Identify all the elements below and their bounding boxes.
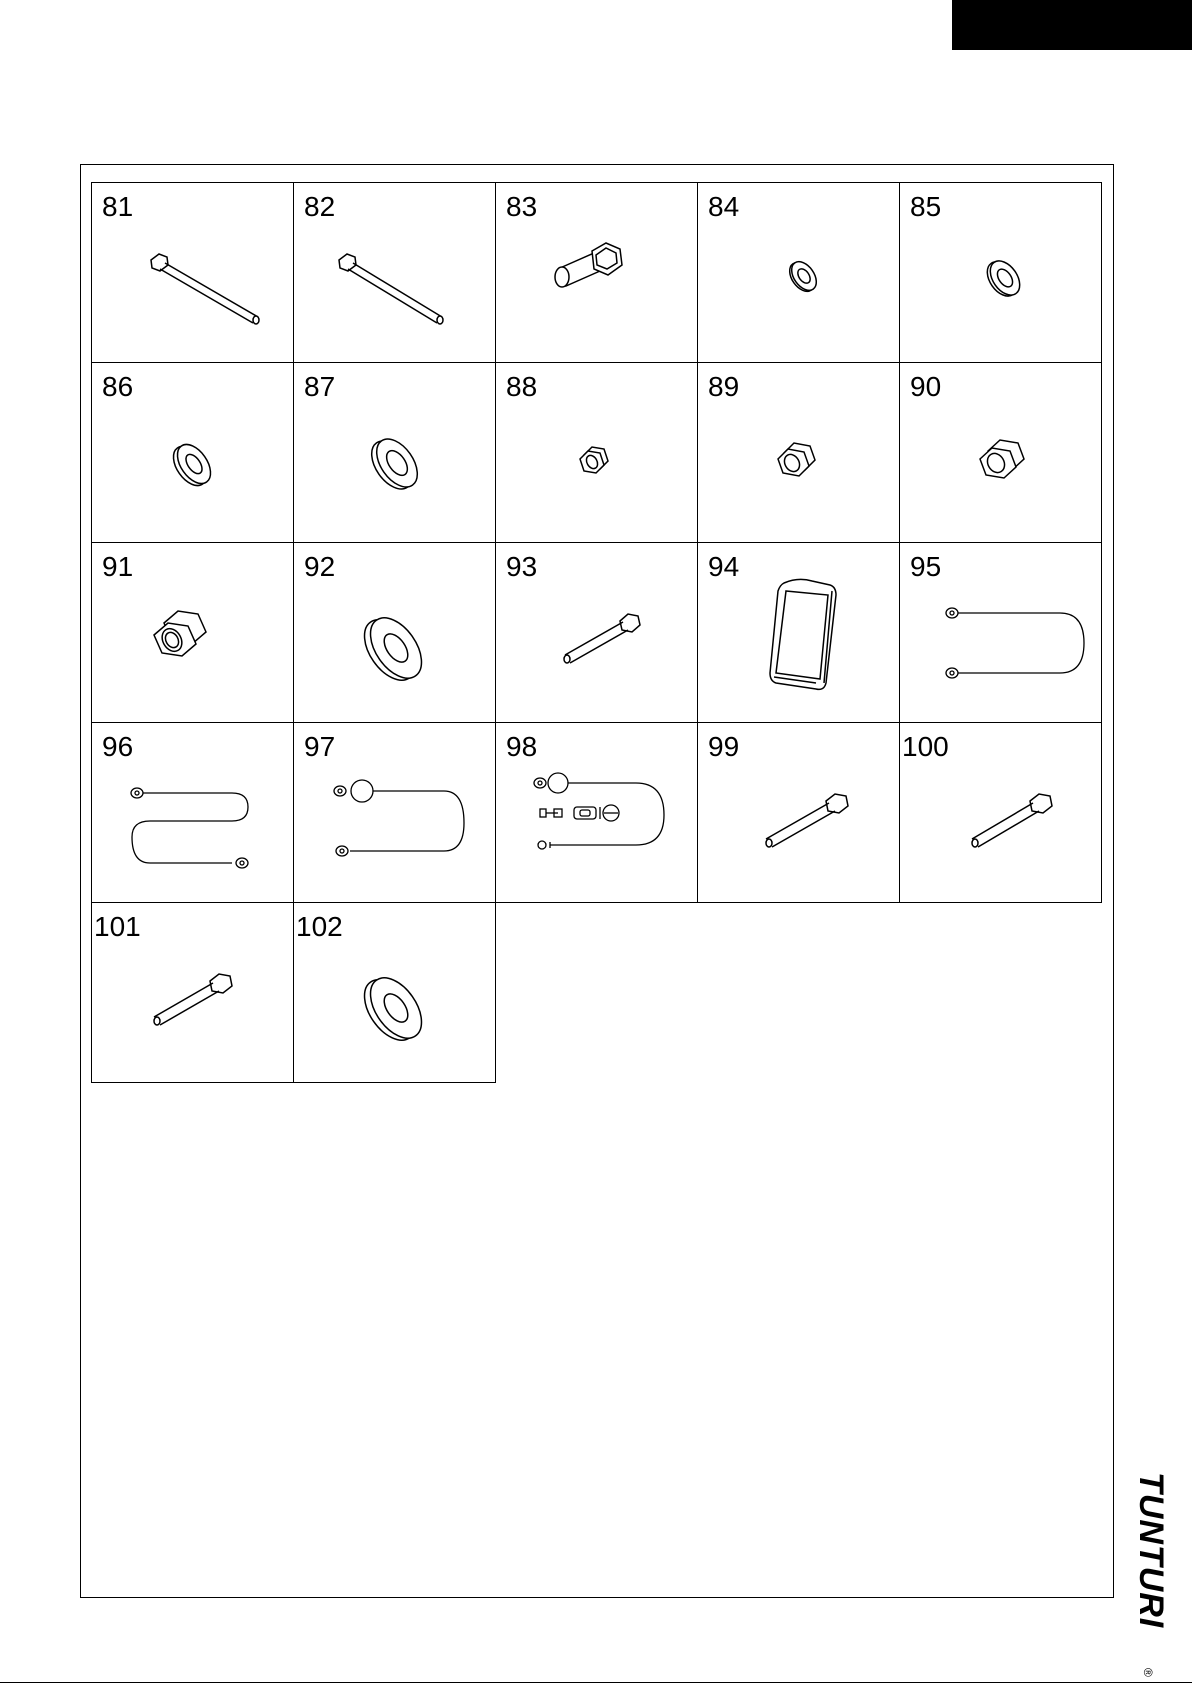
part-cell	[697, 182, 900, 363]
part-number: 84	[708, 191, 740, 222]
part-number: 89	[708, 371, 740, 402]
part-number: 88	[506, 371, 538, 402]
part-number: 97	[304, 731, 336, 762]
nut-icon	[900, 363, 1103, 544]
washer-icon	[92, 363, 295, 544]
part-cell	[293, 542, 496, 723]
part-number: 96	[102, 731, 134, 762]
tunturi-logo	[1122, 1470, 1182, 1680]
part-cell	[899, 722, 1102, 903]
bolt-icon	[698, 723, 901, 904]
registered-mark: ®	[1141, 1668, 1155, 1677]
part-number: 90	[910, 371, 942, 402]
small-washer-icon	[698, 183, 901, 364]
part-cell	[91, 542, 294, 723]
end-cap-icon	[698, 543, 901, 724]
part-number: 87	[304, 371, 336, 402]
large-washer-icon	[294, 363, 497, 544]
brand-name: TUNTURI	[1132, 1472, 1170, 1629]
part-cell	[91, 722, 294, 903]
part-number: 101	[94, 911, 141, 942]
part-cell	[293, 902, 496, 1083]
bolt-icon	[92, 903, 295, 1084]
part-number: 99	[708, 731, 740, 762]
part-cell	[899, 542, 1102, 723]
part-cell	[293, 722, 496, 903]
part-cell	[293, 362, 496, 543]
part-number: 94	[708, 551, 740, 582]
long-bolt-icon	[92, 183, 295, 364]
nut-icon	[698, 363, 901, 544]
part-number: 91	[102, 551, 134, 582]
part-number: 86	[102, 371, 134, 402]
large-washer-icon	[294, 903, 497, 1084]
bolt-icon	[900, 723, 1103, 904]
part-number: 98	[506, 731, 538, 762]
part-cell	[697, 722, 900, 903]
washer-icon	[900, 183, 1103, 364]
long-bolt-icon	[294, 183, 497, 364]
part-number: 102	[296, 911, 343, 942]
part-number: 93	[506, 551, 538, 582]
small-nut-icon	[496, 363, 699, 544]
part-number: 100	[902, 731, 949, 762]
cable-kit-icon	[496, 723, 699, 904]
part-cell	[697, 542, 900, 723]
footer-line	[0, 1682, 1192, 1683]
part-number: 85	[910, 191, 942, 222]
page-tab-marker	[952, 0, 1192, 50]
bolt-icon	[496, 543, 699, 724]
part-cell	[293, 182, 496, 363]
part-cell	[91, 362, 294, 543]
part-cell	[495, 362, 698, 543]
part-cell	[495, 542, 698, 723]
cable-icon	[92, 723, 295, 904]
part-cell	[899, 182, 1102, 363]
part-cell	[495, 182, 698, 363]
large-washer-icon	[294, 543, 497, 724]
short-bolt-icon	[496, 183, 699, 364]
part-cell	[91, 902, 294, 1083]
part-number: 92	[304, 551, 336, 582]
part-number: 83	[506, 191, 538, 222]
part-number: 81	[102, 191, 134, 222]
part-number: 95	[910, 551, 942, 582]
cable-icon	[900, 543, 1103, 724]
part-cell	[91, 182, 294, 363]
cable-with-ball-icon	[294, 723, 497, 904]
large-nut-icon	[92, 543, 295, 724]
part-cell	[899, 362, 1102, 543]
part-number: 82	[304, 191, 336, 222]
part-cell	[495, 722, 698, 903]
part-cell	[697, 362, 900, 543]
